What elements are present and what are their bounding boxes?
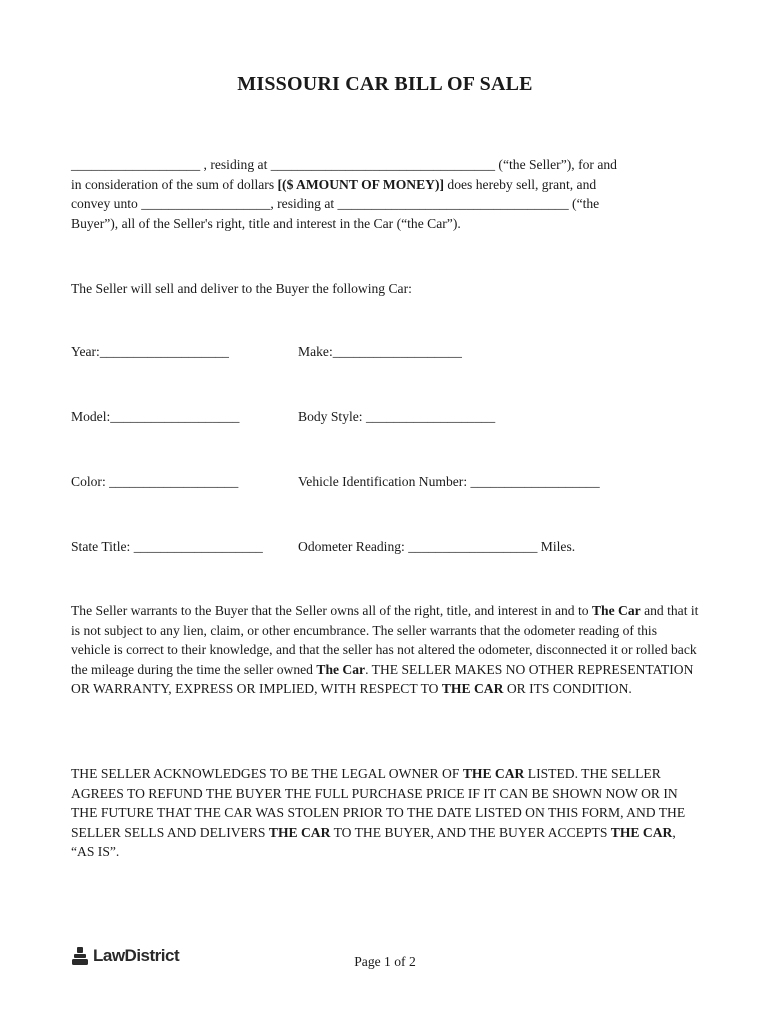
warranty-text-1: The Seller warrants to the Buyer that the Seller owns all of the right, title, and interest in and to: [71, 603, 592, 618]
intro-line-2a: in consideration of the sum of dollars: [71, 176, 278, 192]
warranty-text-4: OR ITS CONDITION.: [503, 681, 632, 697]
ack-text-4: , “AS IS”.: [71, 824, 676, 860]
model-field: Model:___________________: [71, 409, 240, 424]
odometer-field: Odometer Reading: ___________________ Miles.: [298, 539, 576, 554]
ack-text-2: LISTED. THE SELLER AGREES TO REFUND THE BUYER THE FULL PURCHASE PRICE IF IT CAN BE SHOWN NOW OR IN THE FUTURE THAT THE CAR WAS STOLEN PRIOR TO THE DATE LISTED ON THIS FORM, AND THE SELLER SELLS AND DELIVERS: [71, 766, 686, 840]
state-title-field: State Title: ___________________: [71, 539, 263, 554]
document-title: MISSOURI CAR BILL OF SALE: [237, 73, 533, 95]
ack-bold-2: THE CAR: [268, 824, 331, 840]
body-style-field: Body Style: ___________________: [298, 409, 496, 424]
deliver-paragraph: The Seller will sell and deliver to the Buyer the following Car:: [71, 281, 412, 296]
vin-field: Vehicle Identification Number: ___________________: [298, 474, 600, 489]
warranty-paragraph: [71, 601, 699, 699]
warranty-bold-1: The Car: [591, 603, 641, 618]
ack-bold-1: THE CAR: [462, 766, 525, 781]
intro-line-3: convey unto ___________________, residing at __________________________________ (“the: [71, 196, 600, 212]
ack-bold-3: THE CAR: [610, 824, 673, 840]
warranty-bold-3: THE CAR: [441, 681, 504, 697]
warranty-bold-2: The Car: [316, 661, 366, 677]
color-field: Color: ___________________: [71, 474, 239, 489]
page-number: Page 1 of 2: [354, 954, 416, 969]
warranty-text-2: and that it is not subject to any lien, claim, or other encumbrance. The seller warrants that the odometer reading of this vehicle is correct to their knowledge, and that the seller has not altered the odometer, disconnected it or rolled back the mileage during the time the seller owned: [71, 603, 699, 677]
intro-line-1: ___________________ , residing at _________________________________ (“the Seller”), for and: [71, 157, 617, 172]
make-field: Make:___________________: [298, 344, 462, 359]
amount-placeholder: [($ AMOUNT OF MONEY)]: [277, 176, 445, 192]
warranty-text-3: . THE SELLER MAKES NO OTHER REPRESENTATION OR WARRANTY, EXPRESS OR IMPLIED, WITH RESPECT TO: [71, 661, 694, 697]
intro-line-2b: does hereby sell, grant, and: [444, 176, 597, 192]
acknowledge-paragraph: [71, 764, 699, 862]
ack-text-1: THE SELLER ACKNOWLEDGES TO BE THE LEGAL OWNER OF: [71, 766, 463, 781]
brand-name: LawDistrict: [93, 946, 180, 965]
year-field: Year:___________________: [71, 344, 229, 359]
intro-line-4: Buyer”), all of the Seller's right, title and interest in the Car (“the Car”).: [71, 215, 461, 231]
intro-paragraph: [71, 155, 699, 233]
ack-text-3: TO THE BUYER, AND THE BUYER ACCEPTS: [330, 824, 611, 840]
